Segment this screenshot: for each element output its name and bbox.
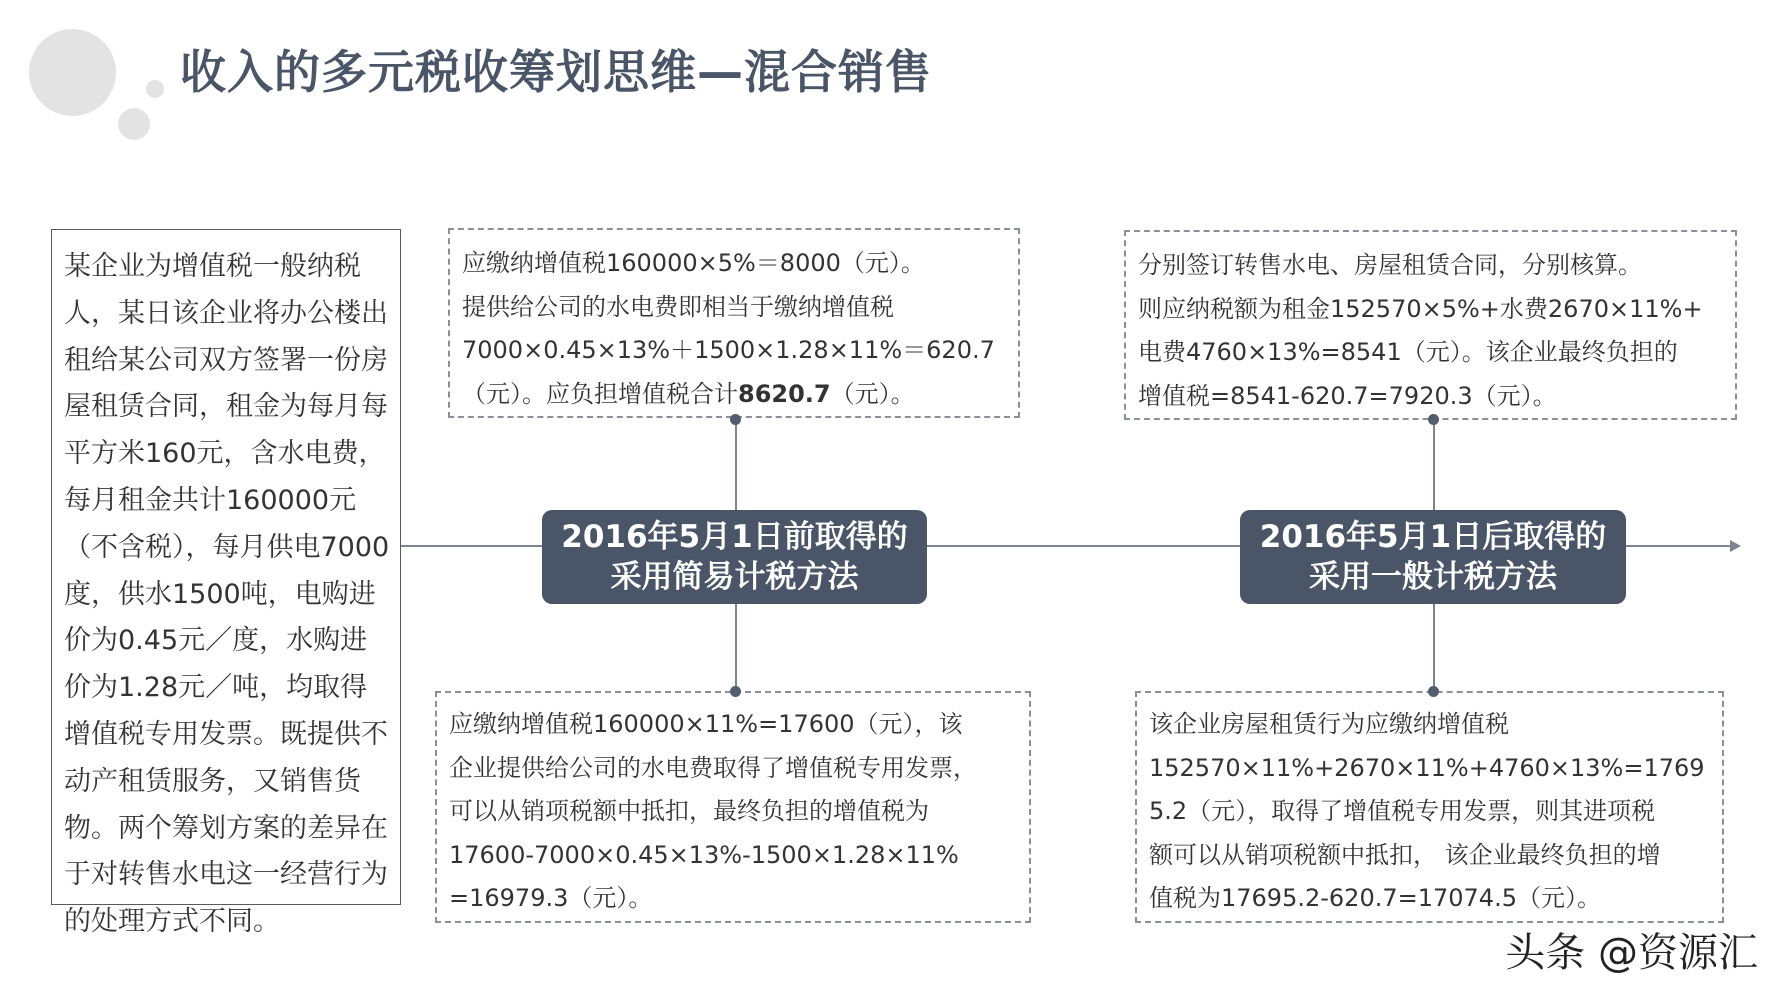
page-title: 收入的多元税收筹划思维—混合销售 [180,45,932,99]
text-line: 17600-7000×0.45×13%-1500×1.28×11% [449,840,959,869]
connector-before-up [735,420,737,516]
decor-circle-small [146,80,164,98]
text-line: 值税为17695.2-620.7=17074.5（元）。 [1149,884,1601,912]
label-after-2016-05-01 [1240,510,1626,604]
text-line: 应缴纳增值税160000×11%=17600（元），该 [449,710,963,738]
case-description: 某企业为增值税一般纳税人，某日该企业将办公楼出租给某公司双方签署一份房屋租赁合同，租金为每月每平方米160元，含水电费，每月租金共计160000元（不含税），每月供电7000度，供水1500吨，电购进价为0.45元／度，水购进价为1.28元／吨，均取得增值税专用发票。既提供不动产租赁服务，又销售货物。两个筹划方案的差异在于对转售水电这一经营行为的处理方式不同。 [51,229,401,905]
text-line: 电费4760×13%=8541（元）。该企业最终负担的 [1138,338,1678,366]
connector-before-down [735,604,737,694]
text-line: 额可以从销项税额中抵扣， 该企业最终负担的增 [1149,840,1661,869]
junction-dot [730,414,741,425]
box-general-method-old [435,691,1031,923]
text-line: 应缴纳增值税160000×5%＝8000（元）。 [462,249,925,277]
text-line: 分别签订转售水电、房屋租赁合同，分别核算。 [1138,251,1642,279]
label-line: 2016年5月1日前取得的 [561,519,908,555]
text-line: 增值税=8541-620.7=7920.3（元）。 [1138,381,1557,410]
text-line: 5.2（元），取得了增值税专用发票，则其进项税 [1149,797,1656,825]
text-line: 152570×11%+2670×11%+4760×13%=1769 [1149,753,1705,782]
total-amount: 8620.7 [738,379,831,408]
text-line: 可以从销项税额中抵扣，最终负担的增值税为 [449,797,929,825]
decor-circle-large [29,29,116,116]
label-line: 2016年5月1日后取得的 [1259,519,1607,555]
timeline-arrow-icon [1730,540,1741,552]
connector-after-down [1433,604,1435,694]
text-line: 则应纳税额为租金152570×5%+水费2670×11%+ [1138,294,1703,323]
text-segment: （元）。应负担增值税合计 [462,379,738,408]
box-separate-contracts [1124,230,1737,420]
text-line: 该企业房屋租赁行为应缴纳增值税 [1149,710,1509,738]
label-line: 采用简易计税方法 [610,559,859,595]
box-simplified-method-old [448,228,1020,418]
text-line [462,373,1010,417]
text-line: 7000×0.45×13%＋1500×1.28×11%＝620.7 [462,336,995,364]
watermark: 头条 @资源汇 [1505,930,1758,976]
decor-circle-medium [118,108,150,140]
connector-after-up [1433,420,1435,516]
text-line: =16979.3（元）。 [449,884,653,912]
junction-dot [730,686,741,697]
text-segment: （元）。 [830,379,915,408]
label-line: 采用一般计税方法 [1309,559,1557,595]
box-general-method-new [1135,691,1724,923]
text-line: 提供给公司的水电费即相当于缴纳增值税 [462,292,894,321]
junction-dot [1428,414,1439,425]
label-before-2016-05-01 [542,510,927,604]
text-line: 企业提供给公司的水电费取得了增值税专用发票， [449,753,977,782]
junction-dot [1428,686,1439,697]
